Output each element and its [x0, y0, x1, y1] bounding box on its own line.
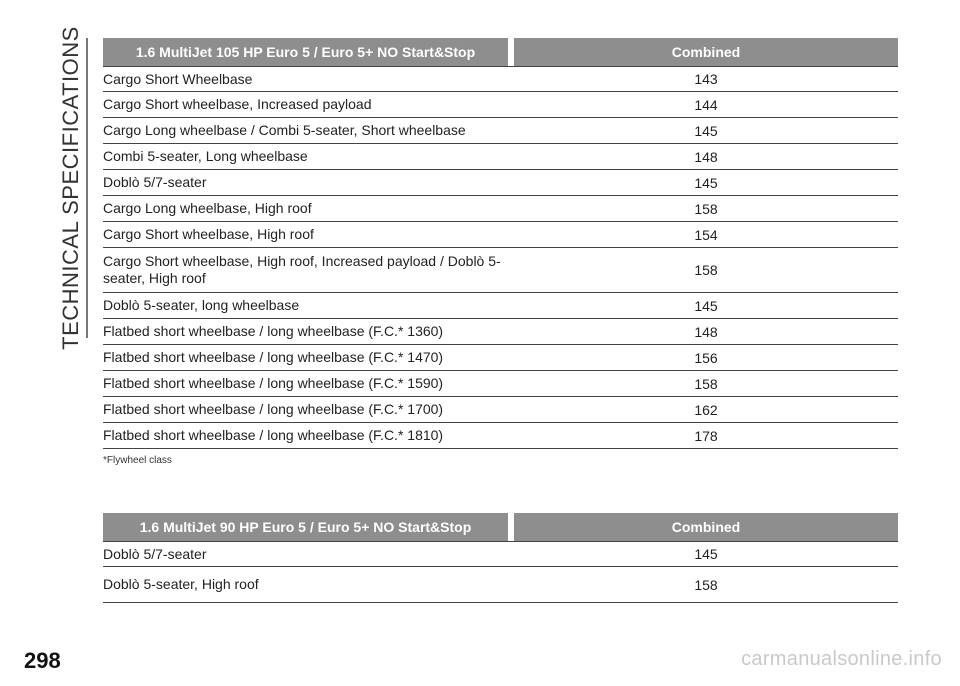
- row-value: 145: [694, 297, 718, 314]
- row-label: Cargo Short Wheelbase: [103, 70, 253, 87]
- table-row: [103, 371, 898, 397]
- row-label: Flatbed short wheelbase / long wheelbase (F.C.* 1360): [103, 323, 444, 339]
- table-row: [103, 222, 898, 248]
- row-value: 145: [694, 546, 718, 562]
- table-row: [103, 319, 898, 345]
- row-value: 145: [694, 122, 718, 139]
- table-row: [103, 170, 898, 196]
- row-label: Flatbed short wheelbase / long wheelbase (F.C.* 1700): [103, 401, 444, 417]
- row-label: Combi 5-seater, Long wheelbase: [103, 148, 308, 164]
- row-label: Cargo Long wheelbase, High roof: [103, 200, 312, 216]
- row-label: Flatbed short wheelbase / long wheelbase (F.C.* 1590): [103, 375, 444, 391]
- table-header: [103, 38, 898, 66]
- row-value: 156: [694, 349, 718, 366]
- row-value: 144: [694, 96, 718, 113]
- row-label: Flatbed short wheelbase / long wheelbase (F.C.* 1810): [103, 427, 444, 443]
- header-engine: 1.6 MultiJet 90 HP Euro 5 / Euro 5+ NO Start&Stop: [103, 513, 508, 541]
- table-row: [103, 397, 898, 423]
- header-combined: Combined: [514, 513, 898, 541]
- row-value: 145: [694, 174, 718, 191]
- row-label: Doblò 5-seater, long wheelbase: [103, 297, 300, 313]
- row-value: 158: [694, 200, 718, 217]
- table-row: [103, 196, 898, 222]
- row-value: 158: [694, 262, 718, 278]
- row-label: Cargo Long wheelbase / Combi 5-seater, Short wheelbase: [103, 122, 466, 138]
- section-side-title: [55, 26, 87, 350]
- row-label: Flatbed short wheelbase / long wheelbase (F.C.* 1470): [103, 349, 444, 365]
- table-row: [103, 144, 898, 170]
- row-value: 178: [694, 427, 718, 444]
- row-value: 158: [694, 576, 718, 593]
- row-value: 162: [694, 401, 718, 418]
- emissions-table-105hp: [103, 38, 898, 466]
- row-value: 148: [694, 323, 718, 340]
- row-label: Cargo Short wheelbase, High roof, Increased payload / Doblò 5-seater, High roof: [103, 253, 501, 286]
- table-row: [103, 567, 898, 603]
- row-value: 143: [694, 71, 718, 87]
- row-value: 148: [694, 148, 718, 165]
- table-header: [103, 513, 898, 541]
- table-row: [103, 345, 898, 371]
- row-value: 158: [694, 375, 718, 392]
- footnote: *Flywheel class: [103, 455, 172, 466]
- row-label: Cargo Short wheelbase, Increased payload: [103, 96, 372, 112]
- table-row: [103, 423, 898, 449]
- emissions-table-90hp: [103, 513, 898, 603]
- row-label: Doblò 5-seater, High roof: [103, 576, 259, 592]
- watermark: carmanualsonline.info: [741, 648, 942, 670]
- row-label: Doblò 5/7-seater: [103, 174, 207, 190]
- table-row: [103, 118, 898, 144]
- table-row: [103, 293, 898, 319]
- row-value: 154: [694, 226, 718, 243]
- table-row: [103, 541, 898, 567]
- side-divider: [86, 38, 88, 338]
- section-side-title-text: TECHNICAL SPECIFICATIONS: [58, 26, 83, 350]
- table-row: [103, 92, 898, 118]
- row-label: Cargo Short wheelbase, High roof: [103, 226, 314, 242]
- table-row: [103, 248, 898, 293]
- header-combined: Combined: [514, 38, 898, 66]
- table-row: [103, 66, 898, 92]
- header-engine: 1.6 MultiJet 105 HP Euro 5 / Euro 5+ NO Start&Stop: [103, 38, 508, 66]
- row-label: Doblò 5/7-seater: [103, 545, 207, 562]
- page-number: 298: [24, 648, 61, 673]
